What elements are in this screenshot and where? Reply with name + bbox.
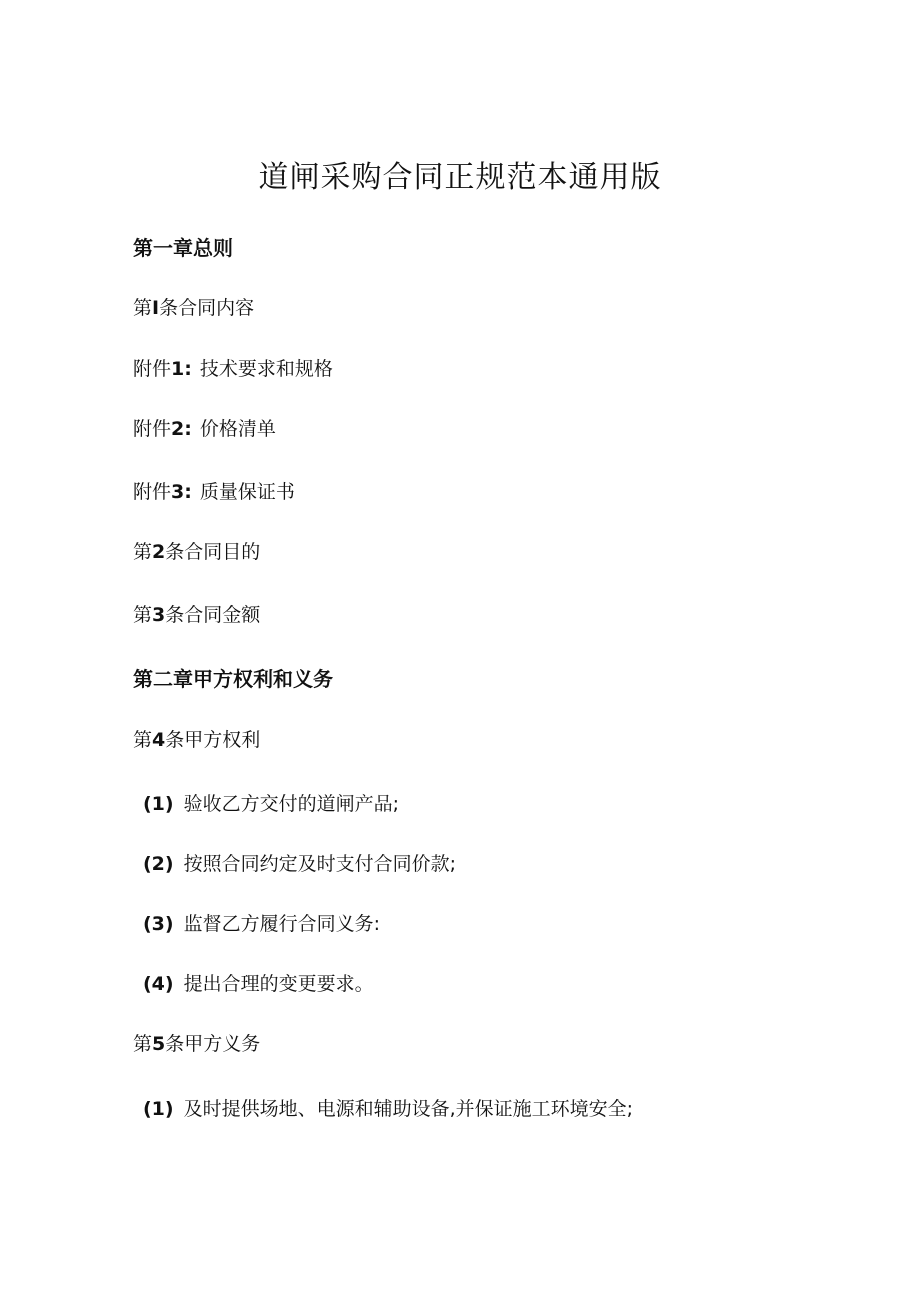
attachment-2-title: 价格清单 <box>193 418 276 440</box>
attachment-2-prefix: 附件 <box>133 418 172 440</box>
attachment-2 <box>133 414 276 441</box>
article-1-prefix: 第 <box>133 297 153 319</box>
list-item-text: 及时提供场地、电源和辅助设备,并保证施工环境安全; <box>183 1098 634 1120</box>
rights-item-1 <box>143 789 399 816</box>
list-item-text: 按照合同约定及时支付合同价款; <box>183 853 456 875</box>
article-3-title: 条合同金额 <box>165 604 261 626</box>
article-1-number: I <box>152 297 160 319</box>
list-item-number: (2) <box>143 853 174 875</box>
attachment-1-number: 1: <box>171 358 192 380</box>
article-2 <box>133 537 260 564</box>
article-5-title: 条甲方义务 <box>165 1033 261 1055</box>
article-5 <box>133 1029 260 1056</box>
attachment-3 <box>133 477 295 504</box>
list-item-number: (4) <box>143 973 174 995</box>
article-2-prefix: 第 <box>133 541 153 563</box>
article-4 <box>133 725 260 752</box>
article-1-title: 条合同内容 <box>159 297 255 319</box>
chapter-2-heading: 第二章甲方权利和义务 <box>133 667 333 691</box>
duties-item-1 <box>143 1094 633 1121</box>
list-item-number: (1) <box>143 793 174 815</box>
article-4-title: 条甲方权利 <box>165 729 261 751</box>
attachment-1-prefix: 附件 <box>133 358 172 380</box>
article-1 <box>133 293 254 320</box>
article-4-prefix: 第 <box>133 729 153 751</box>
article-2-number: 2 <box>152 541 166 563</box>
chapter-1-heading: 第一章总则 <box>133 236 233 260</box>
article-2-title: 条合同目的 <box>165 541 261 563</box>
attachment-2-number: 2: <box>171 418 192 440</box>
article-3-number: 3 <box>152 604 166 626</box>
list-item-number: (3) <box>143 913 174 935</box>
article-3-prefix: 第 <box>133 604 153 626</box>
attachment-3-number: 3: <box>171 481 192 503</box>
rights-item-4 <box>143 969 374 996</box>
rights-item-3 <box>143 909 380 936</box>
list-item-text: 监督乙方履行合同义务: <box>183 913 380 935</box>
article-4-number: 4 <box>152 729 166 751</box>
list-item-text: 验收乙方交付的道闸产品; <box>183 793 399 815</box>
article-3 <box>133 600 260 627</box>
document-title: 道闸采购合同正规范本通用版 <box>258 160 662 195</box>
list-item-number: (1) <box>143 1098 174 1120</box>
article-5-number: 5 <box>152 1033 166 1055</box>
rights-item-2 <box>143 849 456 876</box>
attachment-3-prefix: 附件 <box>133 481 172 503</box>
attachment-3-title: 质量保证书 <box>193 481 295 503</box>
attachment-1-title: 技术要求和规格 <box>193 358 333 380</box>
list-item-text: 提出合理的变更要求。 <box>183 973 374 995</box>
attachment-1 <box>133 354 333 381</box>
article-5-prefix: 第 <box>133 1033 153 1055</box>
